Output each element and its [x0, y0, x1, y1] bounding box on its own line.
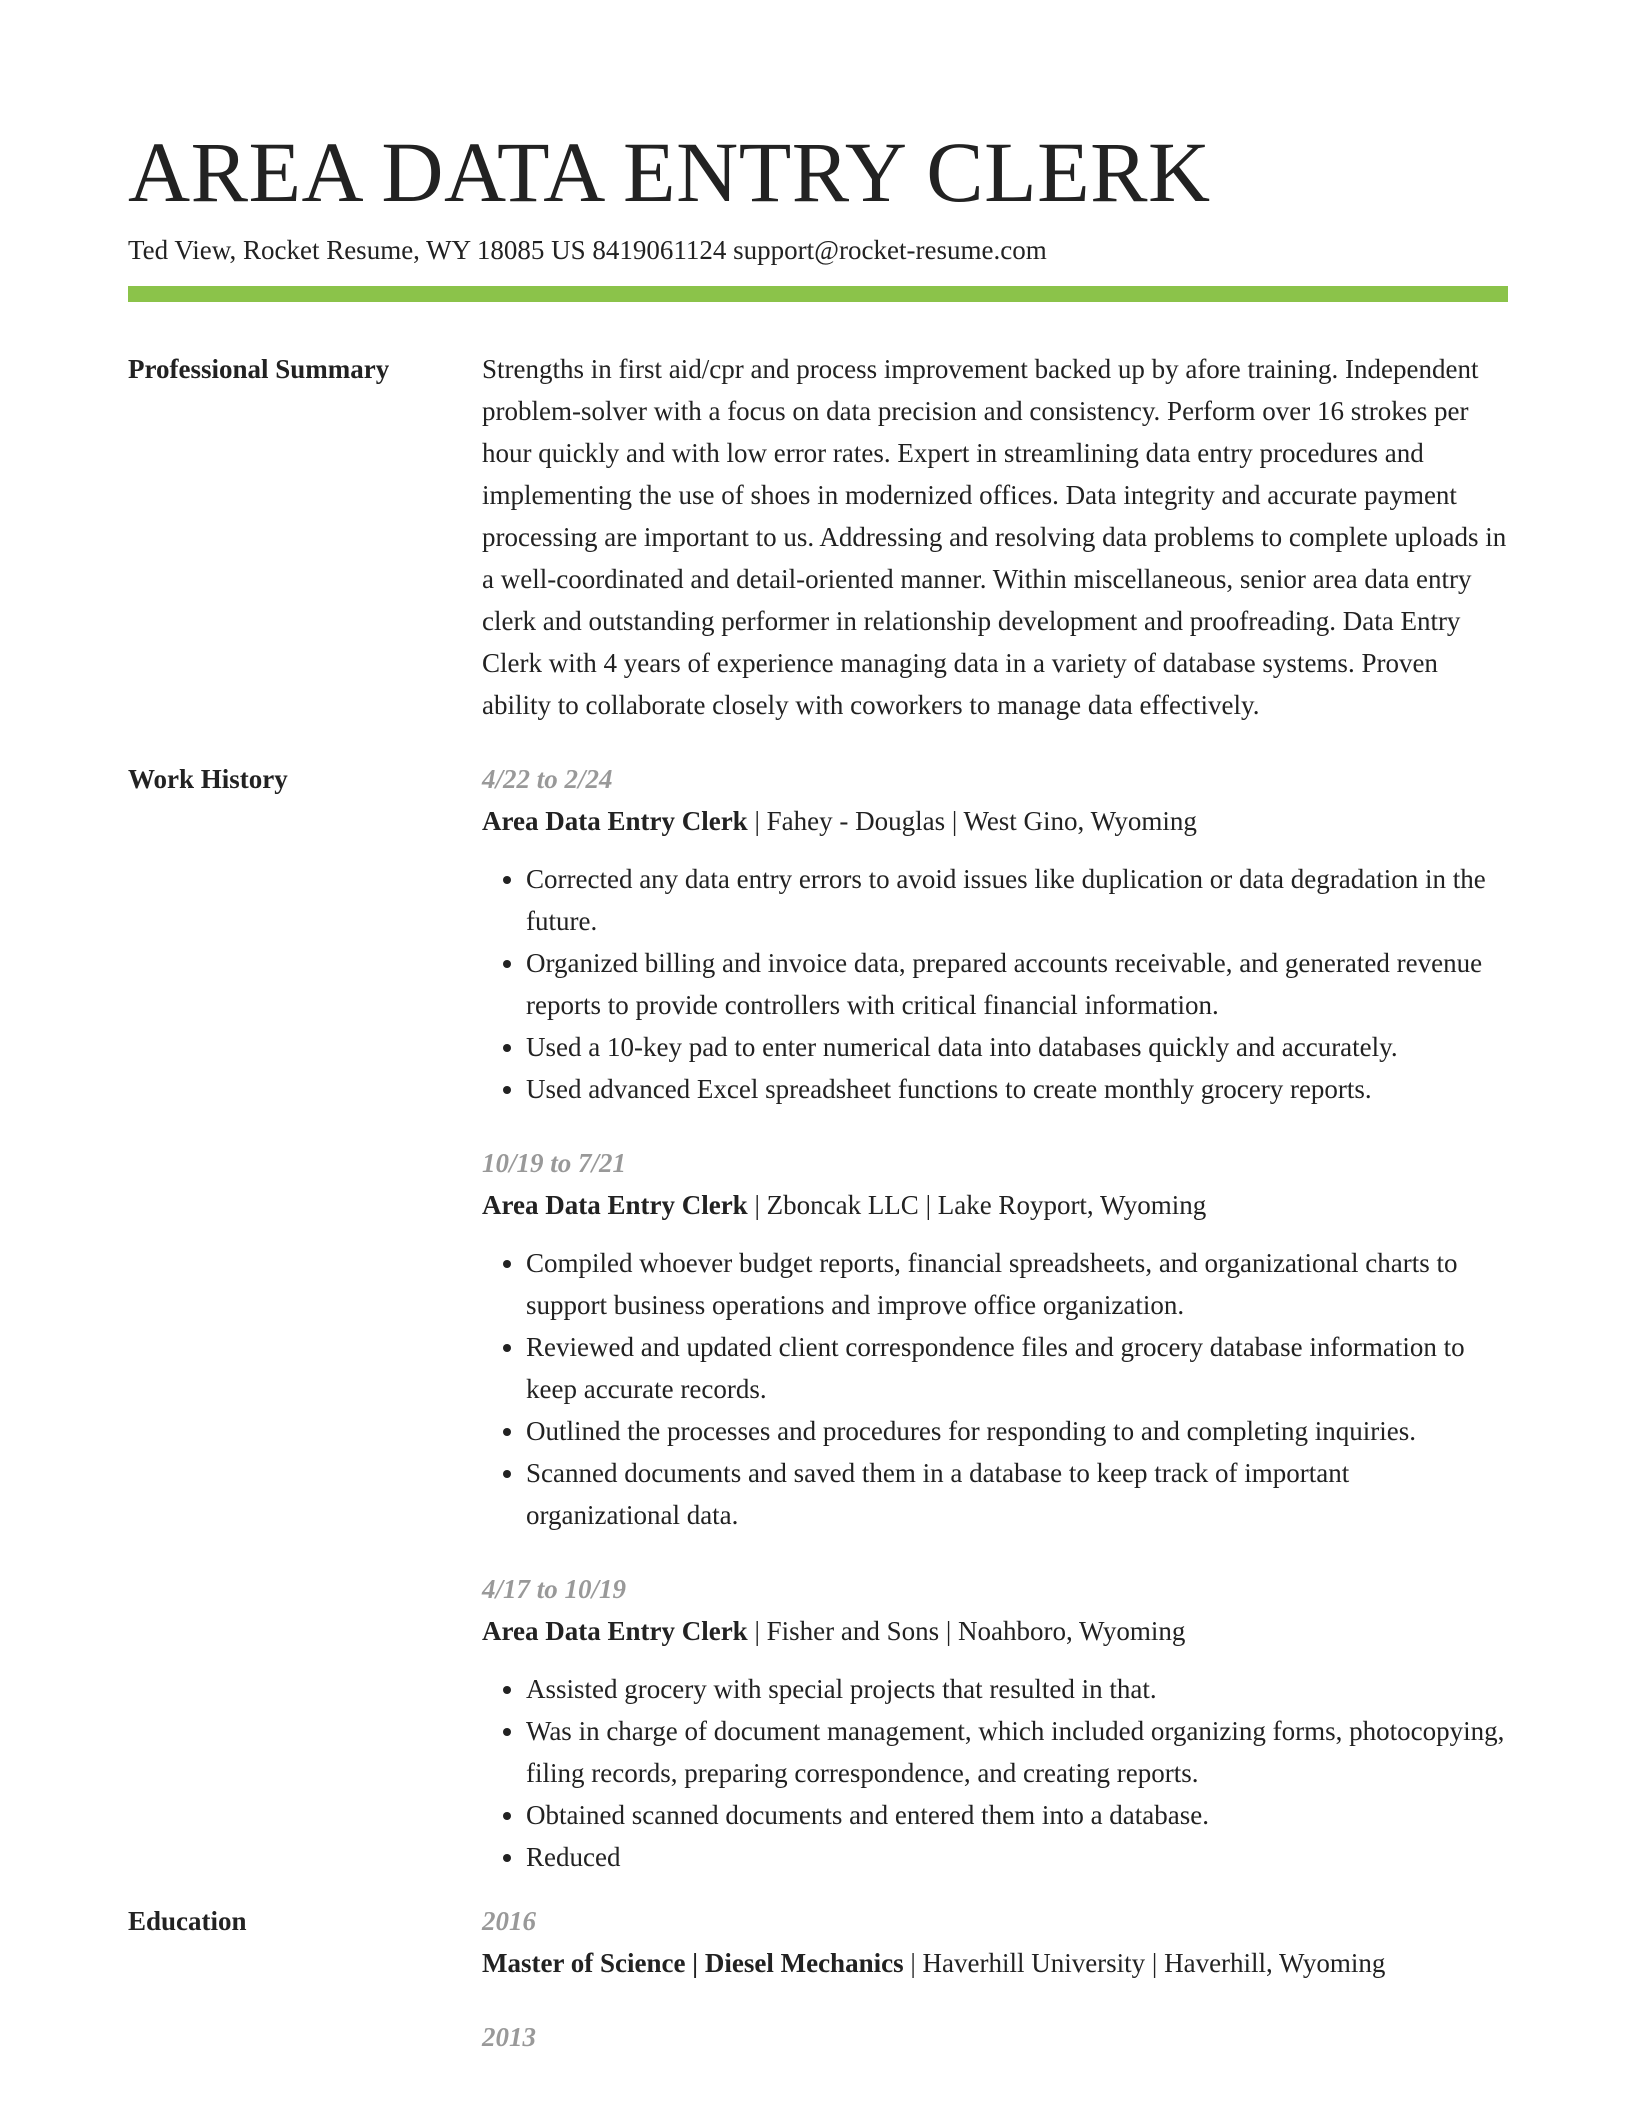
- summary-heading: Professional Summary: [128, 354, 390, 384]
- job-title: Area Data Entry Clerk: [482, 1616, 748, 1646]
- job-title: Area Data Entry Clerk: [482, 806, 748, 836]
- list-item: • Was in charge of document management, which included organizing forms, photocopying, filing records, preparing correspondence, and creating reports.: [526, 1710, 1508, 1794]
- list-item: • Used advanced Excel spreadsheet functions to create monthly grocery reports.: [526, 1068, 1508, 1110]
- summary-text: Strengths in first aid/cpr and process improvement backed up by afore training. Independent problem-solver with a focus on data precision and consistency. Perform over 16 strokes per hour quickly and with low error rates. Expert in streamlining data entry procedures and implementing the use of shoes in modernized offices. Data integrity and accurate payment processing are important to us. Addressing and resolving data problems to complete uploads in a well-coordinated and detail-oriented manner. Within miscellaneous, senior area data entry clerk and outstanding performer in relationship development and proofreading. Data Entry Clerk with 4 years of experience managing data in a variety of database systems. Proven ability to collaborate closely with coworkers to manage data effectively.: [482, 354, 1507, 720]
- job-dates: 4/17 to 10/19: [482, 1574, 627, 1604]
- job-dates: 10/19 to 7/21: [482, 1148, 627, 1178]
- work-history-body: [482, 758, 1508, 1878]
- accent-divider: [128, 286, 1508, 302]
- summary-section: [128, 348, 1508, 726]
- education-section: [128, 1900, 1508, 2058]
- list-item: • Reviewed and updated client correspondence files and grocery database information to keep accurate records.: [526, 1326, 1508, 1410]
- degree-entry: [482, 2016, 1508, 2058]
- list-item: • Obtained scanned documents and entered them into a database.: [526, 1794, 1508, 1836]
- job-bullets: [482, 1242, 1508, 1536]
- list-item: • Corrected any data entry errors to avoid issues like duplication or data degradation in the future.: [526, 858, 1508, 942]
- job-role-line: [482, 1610, 1508, 1652]
- list-item: • Assisted grocery with special projects that resulted in that.: [526, 1668, 1508, 1710]
- degree-title: Master of Science | Diesel Mechanics: [482, 1948, 904, 1978]
- job-title: Area Data Entry Clerk: [482, 1190, 748, 1220]
- job-employer: | Zboncak LLC | Lake Royport, Wyoming: [747, 1190, 1207, 1220]
- degree-entry: [482, 1900, 1508, 1984]
- list-item: • Outlined the processes and procedures for responding to and completing inquiries.: [526, 1410, 1508, 1452]
- job-entry: [482, 1568, 1508, 1878]
- job-employer: | Fahey - Douglas | West Gino, Wyoming: [747, 806, 1197, 836]
- job-dates: 4/22 to 2/24: [482, 764, 613, 794]
- job-bullets: [482, 1668, 1508, 1878]
- list-item: • Scanned documents and saved them in a database to keep track of important organizational data.: [526, 1452, 1508, 1536]
- degree-line: [482, 1942, 1508, 1984]
- job-bullets: [482, 858, 1508, 1110]
- degree-year: 2013: [482, 2022, 536, 2052]
- list-item: • Compiled whoever budget reports, financial spreadsheets, and organizational charts to support business operations and improve office organization.: [526, 1242, 1508, 1326]
- job-role-line: [482, 800, 1508, 842]
- job-entry: [482, 1142, 1508, 1536]
- job-employer: | Fisher and Sons | Noahboro, Wyoming: [747, 1616, 1186, 1646]
- degree-year: 2016: [482, 1906, 536, 1936]
- contact-line: Ted View, Rocket Resume, WY 18085 US 8419061124 support@rocket-resume.com: [128, 235, 1047, 265]
- work-history-section: [128, 758, 1508, 1878]
- job-entry: [482, 758, 1508, 1110]
- list-item: • Used a 10-key pad to enter numerical data into databases quickly and accurately.: [526, 1026, 1508, 1068]
- resume-title: AREA DATA ENTRY CLERK: [128, 124, 1211, 220]
- list-item: • Organized billing and invoice data, prepared accounts receivable, and generated revenue reports to provide controllers with critical financial information.: [526, 942, 1508, 1026]
- education-heading: Education: [128, 1906, 247, 1936]
- education-body: [482, 1900, 1508, 2058]
- work-history-heading: Work History: [128, 764, 288, 794]
- job-role-line: [482, 1184, 1508, 1226]
- list-item: • Reduced: [526, 1836, 1508, 1878]
- degree-school: | Haverhill University | Haverhill, Wyoming: [903, 1948, 1386, 1978]
- resume-page: [128, 124, 1508, 2058]
